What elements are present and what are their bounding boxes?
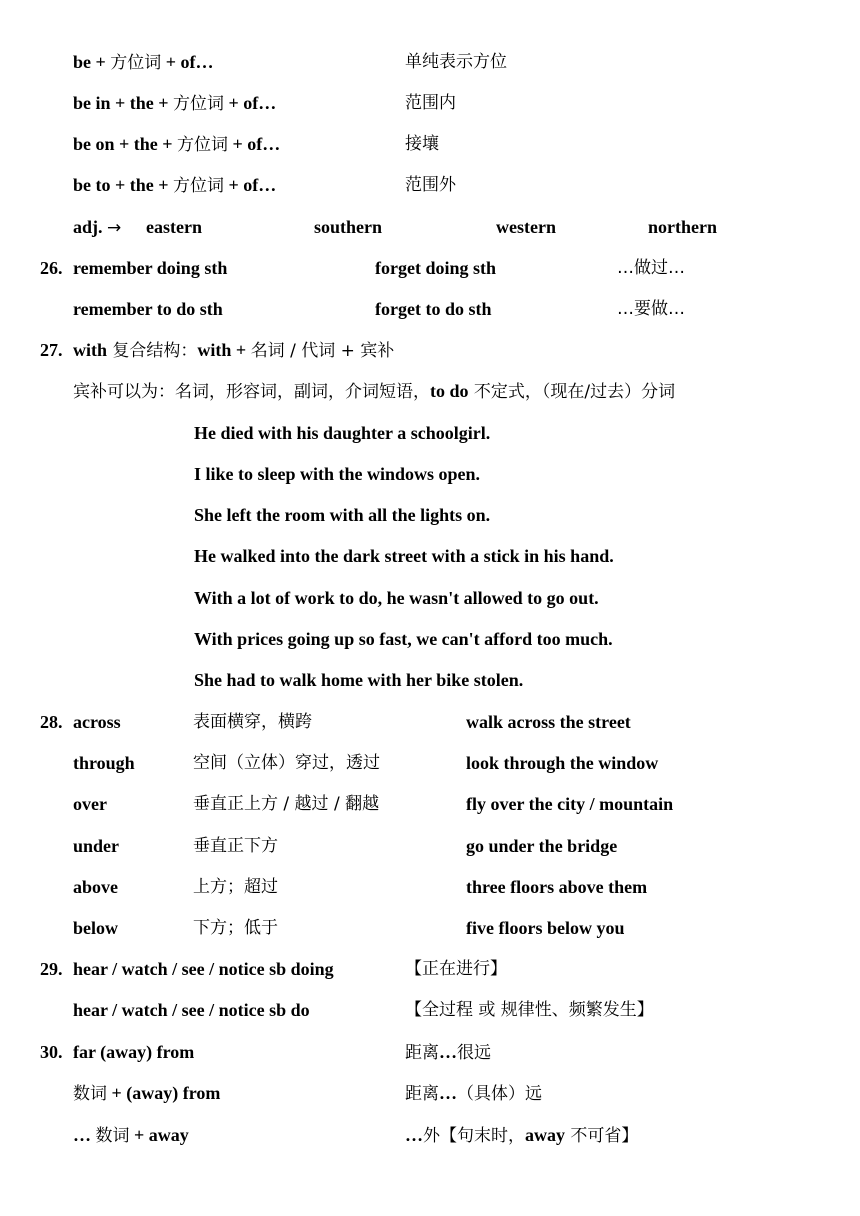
location-pattern-1 bbox=[73, 51, 214, 74]
example-sentence: He died with his daughter a schoolgirl. bbox=[194, 423, 491, 443]
meaning-cn: 距离 bbox=[405, 1084, 439, 1104]
item-number-29: 29. bbox=[40, 959, 63, 979]
adj-western: western bbox=[496, 217, 556, 237]
number-away-from bbox=[73, 1082, 220, 1105]
preposition-example: five floors below you bbox=[466, 918, 625, 938]
adj-text: adj. bbox=[73, 217, 103, 237]
preposition-meaning: 垂直正上方 / 越过 / 翻越 bbox=[193, 794, 380, 814]
location-pattern-4 bbox=[73, 174, 276, 197]
phrase-en: + (away) from bbox=[107, 1083, 221, 1103]
pattern-cn: 方位词 bbox=[173, 94, 225, 114]
phrase-en: + away bbox=[129, 1125, 189, 1145]
preposition-meaning: 表面横穿，横跨 bbox=[193, 712, 312, 732]
pattern-tail: + of… bbox=[224, 93, 277, 113]
pattern-text: be on + the + bbox=[73, 134, 178, 154]
example-sentence: She had to walk home with her bike stolen. bbox=[194, 670, 524, 690]
preposition-meaning: 下方；低于 bbox=[193, 918, 278, 938]
preposition-word: under bbox=[73, 836, 120, 856]
with-structure-heading bbox=[73, 339, 394, 362]
ellipsis: … bbox=[405, 1125, 423, 1145]
preposition-word: below bbox=[73, 918, 118, 938]
pattern-text: be to + the + bbox=[73, 175, 174, 195]
preposition-example: walk across the street bbox=[466, 712, 631, 732]
meaning-away bbox=[405, 1124, 638, 1147]
adj-label bbox=[73, 216, 121, 239]
item-number-28: 28. bbox=[40, 712, 63, 732]
example-sentence: She left the room with all the lights on. bbox=[194, 505, 491, 525]
meaning-cn: 距离 bbox=[405, 1043, 439, 1063]
away-word: away bbox=[525, 1125, 565, 1145]
adj-southern: southern bbox=[314, 217, 383, 237]
perception-do: hear / watch / see / notice sb do bbox=[73, 1000, 310, 1020]
heading-en-2: with + bbox=[197, 340, 251, 360]
perception-doing: hear / watch / see / notice sb doing bbox=[73, 959, 334, 979]
preposition-word: through bbox=[73, 753, 135, 773]
preposition-meaning: 空间（立体）穿过，透过 bbox=[193, 753, 380, 773]
preposition-meaning: 上方；超过 bbox=[193, 877, 278, 897]
location-meaning-1: 单纯表示方位 bbox=[405, 52, 507, 72]
example-sentence: I like to sleep with the windows open. bbox=[194, 464, 481, 484]
meaning-cn: 外【句末时， bbox=[423, 1126, 525, 1146]
preposition-word: over bbox=[73, 794, 107, 814]
meaning-distance bbox=[405, 1082, 542, 1105]
heading-en: with bbox=[73, 340, 108, 360]
remember-to-do: remember to do sth bbox=[73, 299, 223, 319]
preposition-word: across bbox=[73, 712, 121, 732]
item-number-27: 27. bbox=[40, 340, 63, 360]
preposition-example: fly over the city / mountain bbox=[466, 794, 674, 814]
preposition-example: go under the bridge bbox=[466, 836, 618, 856]
item-number-30: 30. bbox=[40, 1042, 63, 1062]
meaning-cn-2: 不可省】 bbox=[565, 1126, 639, 1146]
meaning-whole-process: 【全过程 或 规律性、频繁发生】 bbox=[405, 1000, 654, 1020]
pattern-text: be + bbox=[73, 52, 111, 72]
meaning-done: …做过… bbox=[617, 258, 685, 278]
location-meaning-4: 范围外 bbox=[405, 175, 456, 195]
location-meaning-3: 接壤 bbox=[405, 134, 439, 154]
example-sentence: With prices going up so fast, we can't afford too much. bbox=[194, 629, 613, 649]
meaning-in-progress: 【正在进行】 bbox=[405, 959, 507, 979]
meaning-cn-2: 很远 bbox=[457, 1043, 491, 1063]
meaning-to-do: …要做… bbox=[617, 299, 685, 319]
number-away bbox=[73, 1124, 189, 1147]
heading-cn-2: 名词 / 代词 + 宾补 bbox=[250, 341, 395, 361]
meaning-cn-2: （具体）远 bbox=[457, 1084, 542, 1104]
example-sentence: He walked into the dark street with a stick in his hand. bbox=[194, 546, 614, 566]
preposition-word: above bbox=[73, 877, 118, 897]
forget-to-do: forget to do sth bbox=[375, 299, 492, 319]
ellipsis: … bbox=[439, 1083, 457, 1103]
numeral-cn: 数词 bbox=[95, 1126, 130, 1146]
preposition-example: look through the window bbox=[466, 753, 659, 773]
preposition-meaning: 垂直正下方 bbox=[193, 836, 278, 856]
adj-northern: northern bbox=[648, 217, 717, 237]
far-away-from: far (away) from bbox=[73, 1042, 195, 1062]
location-meaning-2: 范围内 bbox=[405, 93, 456, 113]
complement-types bbox=[73, 380, 675, 403]
pattern-cn: 方位词 bbox=[110, 53, 162, 73]
adj-eastern: eastern bbox=[146, 217, 202, 237]
example-sentence: With a lot of work to do, he wasn't allowed to go out. bbox=[194, 588, 599, 608]
remember-doing: remember doing sth bbox=[73, 258, 228, 278]
heading-cn: 复合结构： bbox=[107, 341, 198, 361]
right-arrow-icon: → bbox=[107, 218, 122, 238]
forget-doing: forget doing sth bbox=[375, 258, 496, 278]
preposition-example: three floors above them bbox=[466, 877, 648, 897]
ellipsis: … bbox=[439, 1042, 457, 1062]
pattern-tail: + of… bbox=[224, 175, 277, 195]
pattern-cn: 方位词 bbox=[173, 176, 225, 196]
complement-en: to do bbox=[430, 381, 469, 401]
complement-cn-2: 不定式，（现在/过去）分词 bbox=[468, 382, 676, 402]
pattern-tail: + of… bbox=[228, 134, 281, 154]
numeral-cn: 数词 bbox=[73, 1084, 107, 1104]
pattern-text: be in + the + bbox=[73, 93, 174, 113]
pattern-tail: + of… bbox=[161, 52, 214, 72]
complement-cn: 宾补可以为：名词，形容词，副词，介词短语， bbox=[73, 382, 430, 402]
location-pattern-2 bbox=[73, 92, 276, 115]
lead-ellipsis: … bbox=[73, 1125, 96, 1145]
location-pattern-3 bbox=[73, 133, 280, 156]
meaning-far bbox=[405, 1041, 491, 1064]
pattern-cn: 方位词 bbox=[177, 135, 229, 155]
item-number-26: 26. bbox=[40, 258, 63, 278]
